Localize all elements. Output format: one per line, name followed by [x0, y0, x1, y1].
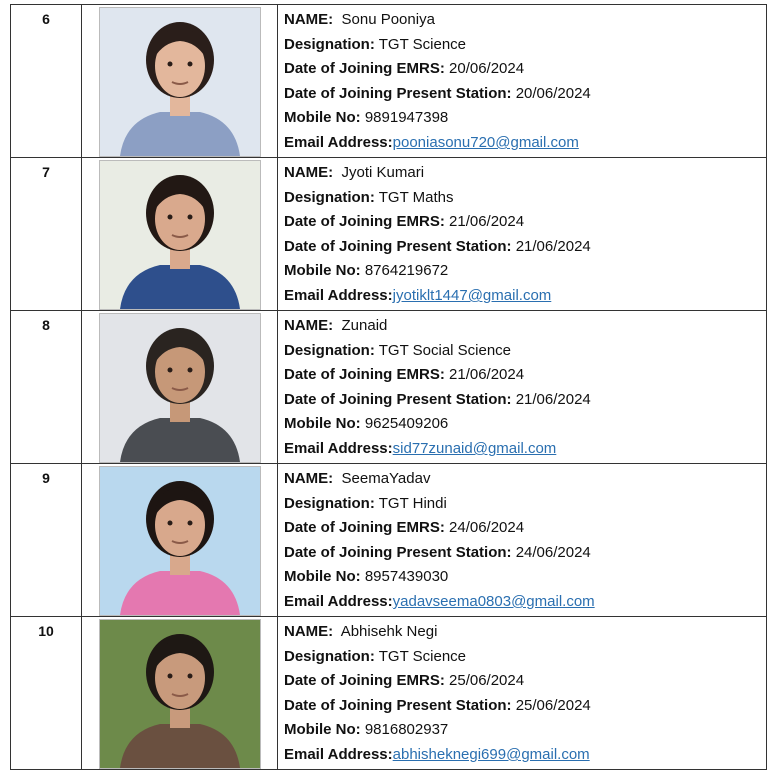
- email-line: [284, 131, 766, 156]
- email-label: Email Address:: [284, 592, 393, 610]
- staff-doj-station: 21/06/2024: [515, 390, 591, 408]
- staff-email-link[interactable]: yadavseema0803@gmail.com: [392, 592, 595, 610]
- mobile-line: [284, 412, 766, 437]
- table-row: [11, 5, 767, 158]
- designation-label: Designation:: [284, 188, 375, 206]
- name-line: [284, 314, 766, 339]
- staff-email-link[interactable]: jyotiklt1447@gmail.com: [392, 286, 552, 304]
- staff-details: [278, 464, 767, 617]
- doj-emrs-line: [284, 363, 766, 388]
- doj-station-line: [284, 388, 766, 413]
- name-label: NAME:: [284, 164, 334, 181]
- name-line: [284, 161, 766, 186]
- mobile-line: [284, 259, 766, 284]
- staff-doj-station: 24/06/2024: [515, 543, 591, 561]
- doj-emrs-label: Date of Joining EMRS:: [284, 60, 445, 78]
- staff-doj-station: 25/06/2024: [515, 696, 591, 714]
- doj-station-line: [284, 694, 766, 719]
- doj-emrs-line: [284, 669, 766, 694]
- table-row: [11, 158, 767, 311]
- email-line: [284, 743, 766, 768]
- mobile-line: [284, 565, 766, 590]
- serial-number: 9: [11, 464, 82, 617]
- staff-designation: TGT Social Science: [378, 341, 512, 359]
- staff-designation: TGT Maths: [378, 188, 454, 206]
- email-line: [284, 590, 766, 615]
- email-label: Email Address:: [284, 133, 393, 151]
- staff-designation: TGT Science: [378, 35, 467, 53]
- staff-doj-emrs: 25/06/2024: [449, 672, 525, 690]
- staff-name: Sonu Pooniya: [341, 11, 435, 28]
- designation-label: Designation:: [284, 341, 375, 359]
- staff-email-link[interactable]: abhisheknegi699@gmail.com: [392, 745, 590, 763]
- serial-number: 6: [11, 5, 82, 158]
- staff-mobile: 9816802937: [364, 721, 449, 739]
- designation-line: [284, 492, 766, 517]
- doj-station-label: Date of Joining Present Station:: [284, 84, 512, 102]
- doj-emrs-label: Date of Joining EMRS:: [284, 213, 445, 231]
- designation-line: [284, 186, 766, 211]
- doj-station-label: Date of Joining Present Station:: [284, 696, 512, 714]
- name-label: NAME:: [284, 623, 334, 640]
- designation-line: [284, 339, 766, 364]
- photo-cell: [82, 617, 278, 770]
- email-line: [284, 437, 766, 462]
- mobile-line: [284, 718, 766, 743]
- staff-doj-emrs: 20/06/2024: [449, 60, 525, 78]
- doj-emrs-line: [284, 516, 766, 541]
- staff-name: Abhisehk Negi: [340, 623, 438, 640]
- doj-station-label: Date of Joining Present Station:: [284, 237, 512, 255]
- photo-cell: [82, 464, 278, 617]
- staff-details: [278, 158, 767, 311]
- mobile-label: Mobile No:: [284, 721, 361, 739]
- serial-number: 10: [11, 617, 82, 770]
- staff-designation: TGT Science: [378, 647, 467, 665]
- doj-emrs-label: Date of Joining EMRS:: [284, 672, 445, 690]
- photo-cell: [82, 5, 278, 158]
- staff-doj-station: 20/06/2024: [515, 84, 591, 102]
- email-label: Email Address:: [284, 286, 393, 304]
- name-label: NAME:: [284, 470, 334, 487]
- staff-email-link[interactable]: pooniasonu720@gmail.com: [392, 133, 579, 151]
- designation-line: [284, 33, 766, 58]
- name-label: NAME:: [284, 11, 334, 28]
- mobile-label: Mobile No:: [284, 415, 361, 433]
- staff-name: SeemaYadav: [341, 470, 431, 487]
- email-label: Email Address:: [284, 745, 393, 763]
- staff-mobile: 8957439030: [364, 568, 449, 586]
- designation-line: [284, 645, 766, 670]
- staff-photo: [99, 466, 261, 616]
- doj-station-line: [284, 541, 766, 566]
- staff-details: [278, 5, 767, 158]
- staff-designation: TGT Hindi: [378, 494, 447, 512]
- table-row: [11, 311, 767, 464]
- doj-station-line: [284, 235, 766, 260]
- email-line: [284, 284, 766, 309]
- mobile-label: Mobile No:: [284, 262, 361, 280]
- staff-email-link[interactable]: sid77zunaid@gmail.com: [392, 439, 557, 457]
- staff-photo: [99, 313, 261, 463]
- photo-cell: [82, 311, 278, 464]
- email-label: Email Address:: [284, 439, 393, 457]
- table-row: [11, 464, 767, 617]
- designation-label: Designation:: [284, 494, 375, 512]
- staff-mobile: 8764219672: [364, 262, 449, 280]
- designation-label: Designation:: [284, 647, 375, 665]
- name-line: [284, 8, 766, 33]
- serial-number: 7: [11, 158, 82, 311]
- staff-mobile: 9891947398: [364, 109, 449, 127]
- staff-photo: [99, 160, 261, 310]
- name-line: [284, 467, 766, 492]
- name-label: NAME:: [284, 317, 334, 334]
- staff-name: Jyoti Kumari: [341, 164, 425, 181]
- staff-doj-emrs: 21/06/2024: [449, 366, 525, 384]
- mobile-label: Mobile No:: [284, 568, 361, 586]
- doj-emrs-line: [284, 57, 766, 82]
- doj-station-line: [284, 82, 766, 107]
- staff-doj-emrs: 21/06/2024: [449, 213, 525, 231]
- photo-cell: [82, 158, 278, 311]
- staff-photo: [99, 7, 261, 157]
- staff-doj-emrs: 24/06/2024: [449, 519, 525, 537]
- name-line: [284, 620, 766, 645]
- staff-photo: [99, 619, 261, 769]
- mobile-line: [284, 106, 766, 131]
- table-row: [11, 617, 767, 770]
- designation-label: Designation:: [284, 35, 375, 53]
- staff-mobile: 9625409206: [364, 415, 449, 433]
- doj-emrs-line: [284, 210, 766, 235]
- serial-number: 8: [11, 311, 82, 464]
- doj-emrs-label: Date of Joining EMRS:: [284, 366, 445, 384]
- doj-station-label: Date of Joining Present Station:: [284, 390, 512, 408]
- staff-table: [10, 4, 767, 770]
- doj-station-label: Date of Joining Present Station:: [284, 543, 512, 561]
- staff-doj-station: 21/06/2024: [515, 237, 591, 255]
- staff-name: Zunaid: [341, 317, 388, 334]
- mobile-label: Mobile No:: [284, 109, 361, 127]
- staff-details: [278, 617, 767, 770]
- staff-details: [278, 311, 767, 464]
- doj-emrs-label: Date of Joining EMRS:: [284, 519, 445, 537]
